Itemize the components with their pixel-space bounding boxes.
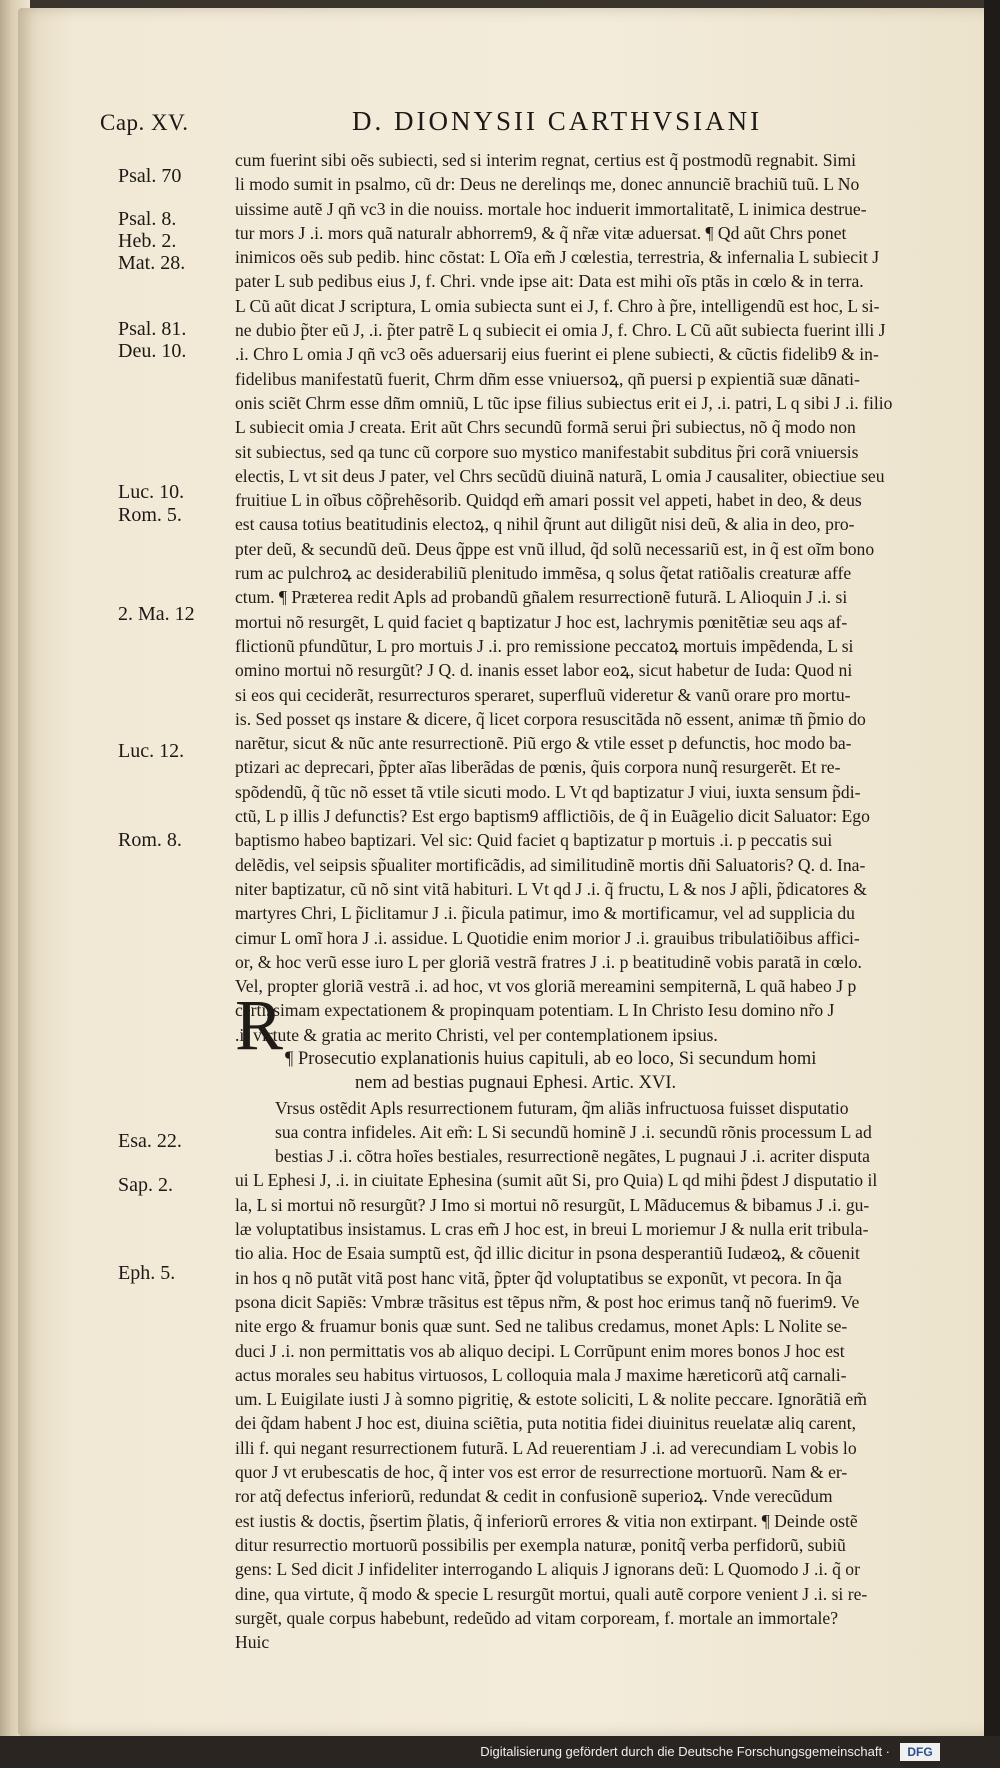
margin-reference: Mat. 28. (118, 252, 186, 274)
text-line: psona dicit Sapiẽs: Vmbræ trãsitus est tẽpus nr̃m, & post hoc erimus tanq̃ nõ fuerim9. Ve (235, 1291, 860, 1312)
text-line: ui L Ephesi J, .i. in ciuitate Ephesina (sumit aũt Si, pro Quia) L qd mihi p̃dest J disputatio il (235, 1170, 878, 1191)
chapter-label: Cap. XV. (100, 110, 189, 135)
margin-reference: Psal. 70 (118, 165, 182, 187)
text-line: li modo sumit in psalmo, cũ dr: Deus ne derelinqs me, donec annunciẽ brachiũ tuũ. L No (235, 174, 860, 195)
footer-bar (0, 1736, 1000, 1768)
text-line: fruitiue L in oĩbus cõp̃rehẽsorib. Quidqd em̃ amari possit vel appeti, habet in deo, & deus (235, 490, 862, 511)
text-line: est causa totius beatitudinis electoꝝ, q nihil q̃runt aut diligũt nisi deũ, & alia in deo, pro- (235, 514, 855, 535)
text-line: tur mors J .i. mors quã naturalr abhorrem9, & q̃ nr̃æ vitæ aduersat. ¶ Qd aũt Chrs ponet (235, 222, 847, 243)
text-line: ror atq̃ defectus inferiorũ, redundat & cedit in confusionẽ superioꝝ. Vnde verecũdum (235, 1486, 833, 1507)
text-line: tio alia. Hoc de Esaia sumptũ est, q̃d illic dicitur in psona desperantiũ Iudæoꝝ, & cõuenit (235, 1243, 860, 1264)
margin-reference: Deu. 10. (118, 340, 187, 362)
text-line: L subiecit omia J creata. Erit aũt Chrs secundũ formã serui p̃ri subiectus, nõ q̃ modo non (235, 417, 856, 438)
text-line: nem ad bestias pugnaui Ephesi. Artic. XVI. (355, 1073, 677, 1094)
text-line: duci J .i. non permittatis vos ab aliquo decipi. L Corrũpunt enim mores bonos J hoc est (235, 1340, 845, 1361)
running-title: D. DIONYSII CARTHVSIANI (352, 106, 763, 136)
text-line: sua contra infideles. Ait em̃: L Si secundũ hominẽ J .i. secundũ rõnis processum L ad (275, 1121, 872, 1142)
text-line: mortui nõ resurgẽt, L quid faciet q baptizatur J hoc est, lachrymis pœnitẽtiæ seu aqs af- (235, 611, 848, 632)
text-line: flictionũ pfundũtur, L pro mortuis J .i. pro remissione peccatoꝝ mortuis impẽdenda, L si (235, 635, 854, 656)
margin-reference: Esa. 22. (118, 1130, 182, 1152)
text-line: pter deũ, & secundũ deũ. Deus q̃ppe est vnũ illud, q̃d solũ necessariũ est, in q̃ est oĩm bono (235, 538, 875, 559)
text-line: Huic (235, 1632, 270, 1653)
text-line: læ voluptatibus insistamus. L cras em̃ J hoc est, in breui L moriemur J & nulla erit tribula- (235, 1219, 869, 1240)
margin-reference: Psal. 8. (118, 208, 177, 230)
margin-reference: Heb. 2. (118, 230, 177, 252)
text-line: est iustis & doctis, p̃sertim p̃latis, q̃ inferiorũ errores & vitia non extirpant. ¶ Deinde ostẽ (235, 1510, 858, 1531)
text-line: bestias J .i. cõtra hoĩes bestiales, resurrectionẽ negãtes, L pugnaui J .i. acriter disputa (275, 1146, 870, 1167)
page-header (100, 102, 990, 142)
text-line: or, & hoc verũ esse iuro L per gloriã vestrã fratres J .i. p beatitudinẽ vobis paratã in cœlo. (235, 951, 862, 972)
text-line: ptizari ac deprecari, p̃pter aĩas liberãdas de pœnis, q̃uis corpora nunq̃ resurgerẽt. Et re- (235, 757, 841, 778)
text-line: ditur resurrectio mortuorũ possibilis per exempla naturæ, ponitq̃ verba perfidorũ, subiũ (235, 1534, 846, 1555)
text-line: ctũ, L p illis J defunctis? Est ergo baptism9 afflictiõis, de q̃ in Euãgelio dicit Saluator: Ego (235, 806, 870, 827)
text-line: pater L sub pedibus eius J, f. Chri. vnde ipse ait: Data est mihi oĩs ptãs in cœlo & in terra. (235, 271, 864, 292)
margin-reference: Eph. 5. (118, 1262, 176, 1284)
text-line: omino mortui nõ resurgũt? J Q. d. inanis esset labor eoꝝ, sicut habetur de Iuda: Quod ni (235, 660, 853, 681)
text-line: narẽtur, sicut & nũc ante resurrectionẽ. Piũ ergo & vtile esset p defunctis, hoc modo ba- (235, 733, 852, 754)
text-line: .i. virtute & gratia ac merito Christi, vel per contemplationem ipsius. (235, 1024, 718, 1045)
margin-reference: Sap. 2. (118, 1174, 173, 1196)
text-line: dei q̃dam habent J hoc est, diuina sciẽtia, puta notitia fidei diuinitus reuelatæ aliq carent, (235, 1413, 856, 1434)
text-line: illi f. qui negant resurrectionem futurã. L Ad reuerentiam J .i. ad verecundiam L vobis lo (235, 1437, 857, 1458)
text-line: rum ac pulchroꝝ ac desiderabiliũ plenitudo immẽsa, q solus q̃etat ratiõalis creaturæ affe (235, 563, 852, 584)
text-line: baptismo habeo baptizari. Vel sic: Quid faciet q baptizatur p mortuis .i. p peccatis sui (235, 830, 833, 851)
text-line: inimicos oẽs sub pedib. hinc cõstat: L Oĩa em̃ J cœlestia, terrestria, & infernalia L subiecit J (235, 247, 880, 268)
text-line: cum fuerint sibi oẽs subiecti, sed si interim regnat, certius est q̃ postmodũ regnabit. Simi (235, 150, 857, 170)
margin-reference: Luc. 10. (118, 481, 185, 503)
text-line: certissimam expectationem & propinquam potentiam. L In Christo Iesu domino nr̃o J (235, 1000, 835, 1021)
text-line: martyres Chri, L p̃iclitamur J .i. p̃icula patimur, imo & mortificamur, vel ad supplicia du (235, 903, 855, 924)
text-line: um. L Euigilate iusti J à somno pigritię, & estote soliciti, L & nolite peccare. Ignorãtiã em̃ (235, 1389, 867, 1410)
text-line: Vrsus ostẽdit Apls resurrectionem futuram, q̃m aliãs infructuosa fuisset disputatio (275, 1097, 849, 1118)
text-line: sit subiectus, sed qa tunc cũ corpore suo mystico manifestabit subditus p̃ri corã vniuersis (235, 441, 859, 462)
margin-reference: 2. Ma. 12 (118, 603, 195, 625)
text-line: cimur L omĩ hora J .i. assidue. L Quotidie enim morior J .i. grauibus tribulatiõibus affici- (235, 927, 860, 948)
text-line: nite ergo & fruamur bonis quæ sunt. Sed ne talibus credamus, monet Apls: L Nolite se- (235, 1316, 848, 1337)
text-line: uissime autẽ J qñ vc3 in die nouiss. mortale hoc induerit immortalitatẽ, L inimica destrue- (235, 198, 867, 219)
text-line: in hos q nõ putãt vitã post hanc vitã, p̃pter q̃d voluptatibus se exponũt, vt pecora. In q̃a (235, 1267, 842, 1288)
text-line: si eos qui ceciderãt, resurrecturos speraret, superfluũ videretur & vanũ orare pro mortu- (235, 684, 851, 705)
text-line: surgẽt, quale corpus habebunt, redeũdo ad vitam corpoream, f. mortale an immortale? (235, 1607, 839, 1628)
right-page-edge (984, 0, 1000, 1768)
text-line: onis sciẽt Chrm esse dñm omniũ, L tũc ipse filius subiectus erit ei J, .i. patri, L q sibi J .i. filio (235, 392, 893, 413)
text-line: .i. Chro L omia J qñ vc3 oẽs aduersarij eius fuerint ei plene subiecti, & cũctis fidelib9 & in- (235, 344, 879, 365)
drop-cap: R (235, 985, 284, 1065)
text-line: niter baptizatur, cũ nõ sint vitã habituri. L Vt qd J .i. q̃ fructu, L & nos J ap̃li, p̃dicatores & (235, 878, 867, 899)
text-line: ¶ Prosecutio explanationis huius capituli, ab eo loco, Si secundum homi (285, 1048, 817, 1069)
text-line: actus morales seu habitus virtuosos, L colloquia mala J maxime hæreticorũ atq̃ carnali- (235, 1364, 847, 1385)
text-line: quor J vt erubescatis de hoc, q̃ inter vos est error de resurrectione mortuorũ. Nam & er- (235, 1462, 848, 1483)
footer-credit: Digitalisierung gefördert durch die Deutsche Forschungsgemeinschaft · (480, 1744, 890, 1759)
text-line: delẽdis, vel seipsis sp̃ualiter mortificãdis, ad similitudinẽ mortis dñi Saluatoris? Q. d. Ina- (235, 854, 866, 875)
text-line: ctum. ¶ Præterea redit Apls ad probandũ gñalem resurrectionẽ futurã. L Alioquin J .i. si (235, 587, 848, 608)
margin-reference: Psal. 81. (118, 318, 187, 340)
margin-reference: Luc. 12. (118, 740, 185, 762)
text-line: electis, L vt sit deus J pater, vel Chrs secũdũ diuinã naturã, L omia J causaliter, obiectiue seu (235, 465, 885, 486)
text-line: ne dubio p̃ter eũ J, .i. p̃ter patrẽ L q subiecit ei omia J, f. Chro. L Cũ aũt subiecta fuerint illi J (235, 320, 886, 341)
text-line: gens: L Sed dicit J infideliter interrogando L aliquis J ignorans deũ: L Quomodo J .i. q̃ or (235, 1559, 860, 1580)
body-text (235, 148, 975, 1654)
margin-reference: Rom. 8. (118, 829, 182, 851)
dfg-logo: DFG (900, 1743, 940, 1761)
text-line: spõdendũ, q̃ tũc nõ esset tã vtile sicuti modo. L Vt qd baptizatur J viui, iuxta sensum p̃di- (235, 781, 861, 802)
text-line: L Cũ aũt dicat J scriptura, L omia subiecta sunt ei J, f. Chro à p̃re, intelligendũ est hoc, L si- (235, 295, 880, 316)
text-line: dine, qua virtute, q̃ modo & specie L resurgũt mortui, quali autẽ corpore venient J .i. si re- (235, 1583, 868, 1604)
text-line: fidelibus manifestatũ fuerit, Chrm dñm esse vniuersoꝝ, qñ puersi p expientiã suæ dãnati- (235, 368, 860, 389)
margin-reference: Rom. 5. (118, 504, 182, 526)
text-line: Vel, propter gloriã vestrã .i. ad hoc, vt vos gloriã mereamini sempiternã, L quã habeo J p (235, 976, 857, 997)
text-line: is. Sed posset qs instare & dicere, q̃ licet corpora resuscitãda nõ essent, animæ tñ p̃mio do (235, 708, 866, 729)
text-line: la, L si mortui nõ resurgũt? J Imo si mortui nõ resurgũt, L Mãducemus & bibamus J .i. gu- (235, 1194, 870, 1215)
